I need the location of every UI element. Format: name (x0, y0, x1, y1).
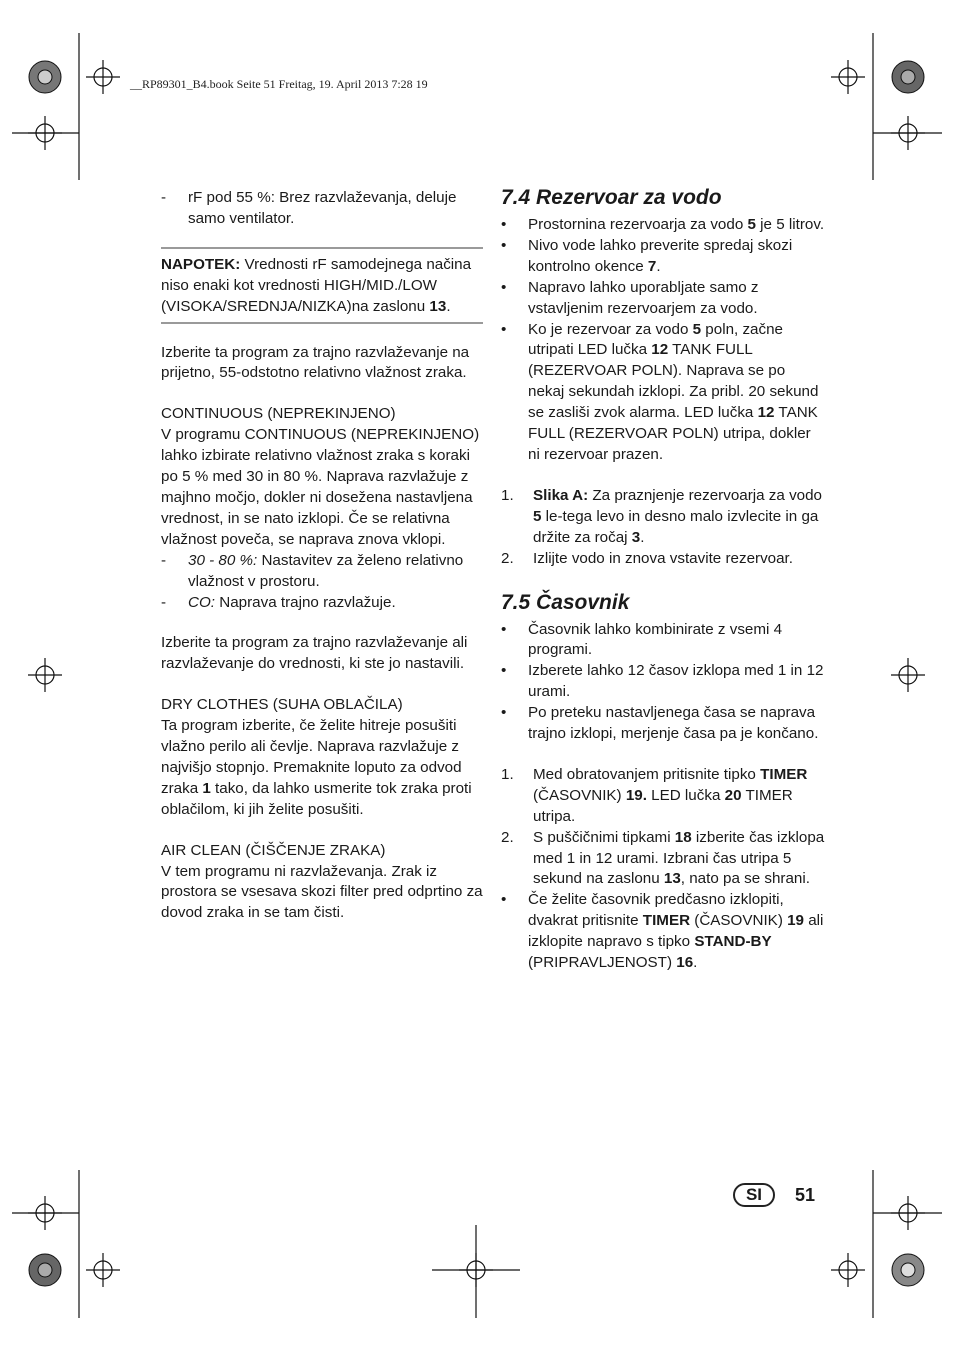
list-item: - 30 - 80 %: Nastavitev za želeno relativno vlažnost v prostoru. (161, 551, 483, 593)
section-label-continuous: CONTINUOUS (NEPREKINJENO) (161, 405, 396, 423)
step-item: 2. S puščičnimi tipkami 18 izberite čas izklopa med 1 in 12 urami. Izbrani čas utripa 5 sekund na zaslonu 13, nato pa se shrani. (501, 828, 825, 888)
page-number: 51 (795, 1184, 816, 1205)
step-item: 2. Izlijte vodo in znova vstavite rezervoar. (501, 549, 793, 567)
right-column (501, 188, 825, 974)
step-item: 1. Med obratovanjem pritisnite tipko TIMER (ČASOVNIK) 19. LED lučka 20 TIMER utripa. (501, 765, 808, 825)
list-item: - CO: Naprava trajno razvlažuje. (161, 593, 483, 614)
paragraph: Ta program izberite, če želite hitreje posušiti vlažno perilo ali čevlje. Naprava razvlažuje z najvišjo stopnjo. Premaknite loputo za odvod zraka 1 tako, da lahko usmerite tok zraka proti oblačilom, ki jih želite posušiti. (161, 717, 472, 818)
section-heading-7-4: 7.4 Rezervoar za vodo (501, 186, 722, 209)
step-item: 1. Slika A: Za praznjenje rezervoarja za vodo 5 le-tega levo in desno malo izvlecite in ga držite za ročaj 3. (501, 486, 822, 546)
list-item: • Ko je rezervoar za vodo 5 poln, začne utripati LED lučka 12 TANK FULL (REZERVOAR POLN). Naprava se po nekaj sekundah izklopi. Za pribl. 20 sekund se zasliši zvok alarma. LED lučka 12 TANK FULL (REZERVOAR POLN) utripa, dokler ni rezervoar prazen. (501, 320, 825, 466)
list-item: • Če želite časovnik predčasno izklopiti, dvakrat pritisnite TIMER (ČASOVNIK) 19 ali izklopite napravo s tipko STAND-BY (PRIPRAVLJENOST) 16. (501, 890, 825, 974)
section-label-air-clean: AIR CLEAN (ČIŠČENJE ZRAKA) (161, 841, 386, 859)
paragraph: V programu CONTINUOUS (NEPREKINJENO) lahko izbirate relativno vlažnost zraka s koraki po 5 % med 30 in 80 %. Naprava razvlažuje z majhno močjo, dokler ni dosežena nastavljena vrednost, in se nato izklopi. Če se relativna vlažnost poveča, se naprava znova vklopi. (161, 426, 480, 548)
list-item: • Nivo vode lahko preverite spredaj skozi kontrolno okence 7. (501, 236, 825, 278)
list-item: • Prostornina rezervoarja za vodo 5 je 5 litrov. (501, 215, 825, 236)
note-label: NAPOTEK: (161, 255, 241, 273)
note-text: NAPOTEK: Vrednosti rF samodejnega načina niso enaki kot vrednosti HIGH/MID./LOW (VISOKA/SREDNJA/NIZKA)na zaslonu 13. (161, 255, 472, 315)
list-item: • Napravo lahko uporabljate samo z vstavljenim rezervoarjem za vodo. (501, 278, 825, 320)
section-heading-7-5: 7.5 Časovnik (501, 590, 630, 614)
list-item: • Po preteku nastavljenega časa se naprava trajno izklopi, merjenje časa pa je končano. (501, 703, 825, 745)
list-item: - rF pod 55 %: Brez razvlaževanja, deluje samo ventilator. (161, 188, 483, 230)
note-box (161, 247, 483, 324)
language-badge: SI (733, 1183, 775, 1207)
list-item: • Časovnik lahko kombinirate z vsemi 4 programi. (501, 620, 825, 662)
print-header: __RP89301_B4.book Seite 51 Freitag, 19. April 2013 7:28 19 (130, 77, 428, 91)
paragraph: Izberite ta program za trajno razvlaževanje ali razvlaževanje do vrednosti, ki ste jo nastavili. (161, 634, 468, 673)
section-label-dry-clothes: DRY CLOTHES (SUHA OBLAČILA) (161, 696, 403, 714)
paragraph: Izberite ta program za trajno razvlaževanje na prijetno, 55-odstotno relativno vlažnost zraka. (161, 343, 470, 382)
list-item: • Izberete lahko 12 časov izklopa med 1 in 12 urami. (501, 661, 825, 703)
page-footer (733, 1183, 815, 1207)
paragraph: V tem programu ni razvlaževanja. Zrak iz prostora se vsesava skozi filter pred odprtino za dovod zraka in se tam čisti. (161, 862, 483, 922)
left-column (161, 188, 483, 924)
